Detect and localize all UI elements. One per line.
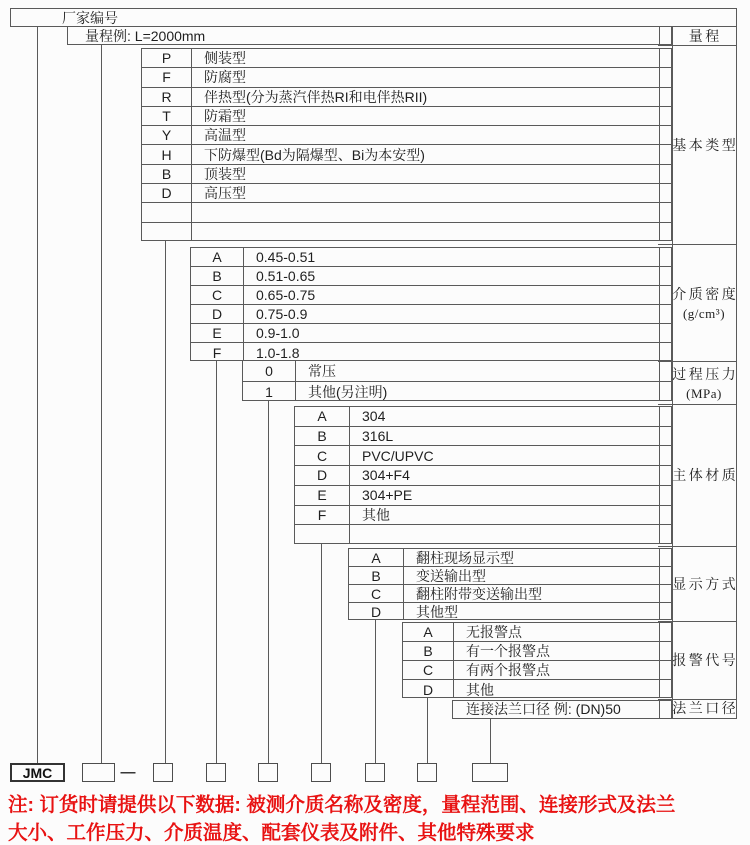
body-material-row bbox=[295, 486, 671, 506]
option-desc: 无报警点 bbox=[466, 624, 522, 640]
category-label-text: 基本类型 bbox=[672, 138, 739, 154]
option-desc: 翻柱现场显示型 bbox=[416, 549, 514, 566]
medium-density-row bbox=[191, 324, 671, 343]
option-desc: 其他型 bbox=[416, 604, 458, 620]
option-desc: 0.51-0.65 bbox=[256, 268, 316, 284]
category-label-process-pressure bbox=[672, 361, 739, 404]
option-desc: 高温型 bbox=[204, 127, 246, 144]
display-mode-row bbox=[349, 603, 671, 621]
basic-type-row bbox=[142, 88, 671, 107]
body-material-row bbox=[295, 446, 671, 466]
basic-type-row bbox=[142, 146, 671, 165]
medium-density-table bbox=[190, 247, 672, 361]
option-code: 0 bbox=[265, 362, 273, 379]
option-code: 1 bbox=[265, 383, 273, 400]
option-code: D bbox=[316, 467, 328, 484]
option-code: T bbox=[162, 108, 171, 125]
medium-density-row bbox=[191, 267, 671, 286]
option-desc: 其他 bbox=[466, 681, 494, 698]
category-unit-text: (MPa) bbox=[686, 385, 722, 401]
row-end-divider-line bbox=[659, 407, 660, 543]
option-desc: 304+F4 bbox=[362, 467, 410, 484]
flange-size-label: 连接法兰口径 例: (DN)50 bbox=[466, 701, 621, 718]
option-desc: 伴热型(分为蒸汽伴热RI和电伴热RII) bbox=[204, 88, 428, 105]
range-code-box bbox=[82, 763, 115, 782]
alarm-code-row bbox=[403, 642, 671, 661]
basic-type-row bbox=[142, 223, 671, 242]
body-material-row bbox=[295, 466, 671, 486]
manufacturer-number-row bbox=[10, 8, 737, 27]
code-divider-line bbox=[349, 407, 350, 543]
option-desc: 其他 bbox=[362, 506, 390, 523]
option-code: F bbox=[162, 69, 171, 86]
option-code bbox=[142, 203, 191, 221]
row-end-divider-line bbox=[659, 27, 660, 44]
option-code: A bbox=[317, 408, 327, 425]
display-mode-row bbox=[349, 549, 671, 567]
separator-dash: — bbox=[120, 764, 136, 781]
process-pressure-row bbox=[243, 382, 671, 403]
category-label-text: 法兰口径 bbox=[672, 702, 739, 718]
row-end-divider-line bbox=[659, 549, 660, 619]
option-code: A bbox=[371, 549, 381, 566]
basic-type-row bbox=[142, 68, 671, 87]
display-mode-connector-line bbox=[375, 620, 376, 763]
display-mode-row bbox=[349, 567, 671, 585]
option-desc: 有一个报警点 bbox=[466, 643, 550, 659]
body-material-table bbox=[294, 406, 672, 544]
option-desc: 侧装型 bbox=[204, 50, 246, 67]
option-code: E bbox=[212, 325, 222, 341]
option-desc: 有两个报警点 bbox=[466, 662, 550, 678]
option-code: B bbox=[371, 567, 381, 584]
option-code: C bbox=[316, 447, 328, 464]
category-label-medium-density bbox=[672, 244, 739, 361]
option-code: D bbox=[422, 681, 434, 698]
category-label-text: 主体材质 bbox=[672, 469, 739, 484]
option-code: D bbox=[211, 306, 223, 322]
manufacturer-connector-line bbox=[37, 27, 38, 763]
alarm-connector-line bbox=[427, 698, 428, 763]
option-code: Y bbox=[161, 127, 172, 144]
basic-type-row bbox=[142, 165, 671, 184]
order-note-line2: 大小、工作压力、介质温度、配套仪表及附件、其他特殊要求 bbox=[8, 822, 535, 844]
body-material-row bbox=[295, 525, 671, 545]
option-code: B bbox=[161, 165, 172, 182]
option-desc: 0.65-0.75 bbox=[256, 287, 316, 303]
option-code: C bbox=[370, 585, 382, 602]
display-mode-code-box bbox=[365, 763, 385, 782]
category-label-alarm-code bbox=[672, 621, 739, 699]
range-row bbox=[67, 26, 672, 45]
row-end-divider-line bbox=[659, 701, 660, 718]
category-label-body-material bbox=[672, 404, 739, 546]
display-mode-row bbox=[349, 585, 671, 603]
range-connector-line bbox=[101, 45, 102, 763]
option-desc: 常压 bbox=[308, 362, 336, 379]
option-code: D bbox=[161, 185, 172, 202]
option-desc: PVC/UPVC bbox=[362, 447, 434, 464]
option-desc: 高压型 bbox=[204, 185, 246, 202]
range-example-label: 量程例: L=2000mm bbox=[85, 27, 206, 44]
option-desc: 防霜型 bbox=[204, 108, 246, 125]
body-material-row bbox=[295, 427, 671, 447]
row-end-divider-line bbox=[659, 623, 660, 697]
basic-type-row bbox=[142, 107, 671, 126]
option-code bbox=[142, 223, 191, 242]
option-desc: 防腐型 bbox=[204, 69, 246, 86]
row-end-divider-line bbox=[659, 248, 660, 360]
alarm-code-box bbox=[417, 763, 437, 782]
option-code: H bbox=[161, 146, 172, 163]
row-end-divider-line bbox=[659, 49, 660, 240]
density-code-box bbox=[206, 763, 226, 782]
option-code: F bbox=[212, 344, 222, 361]
category-label-text: 显示方式 bbox=[672, 577, 739, 593]
pressure-code-box bbox=[258, 763, 278, 782]
row-end-divider-line bbox=[659, 361, 660, 400]
medium-density-row bbox=[191, 286, 671, 305]
category-label-range bbox=[672, 27, 736, 45]
basic-type-table bbox=[141, 48, 672, 241]
option-code: P bbox=[161, 50, 172, 67]
material-connector-line bbox=[321, 544, 322, 763]
pressure-connector-line bbox=[268, 401, 269, 763]
category-label-basic-type bbox=[672, 45, 739, 244]
category-label-text: 报警代号 bbox=[672, 654, 739, 669]
option-desc: 0.45-0.51 bbox=[256, 249, 316, 265]
process-pressure-table bbox=[242, 360, 672, 401]
order-note-line1: 注: 订货时请提供以下数据: 被测介质名称及密度，量程范围、连接形式及法兰 bbox=[8, 794, 676, 816]
code-divider-line bbox=[453, 623, 454, 697]
code-divider-line bbox=[295, 361, 296, 400]
flange-connector-line bbox=[490, 718, 491, 763]
option-desc: 316L bbox=[362, 428, 394, 445]
option-desc: 304 bbox=[362, 408, 386, 425]
model-prefix-box bbox=[10, 763, 65, 782]
alarm-code-row bbox=[403, 623, 671, 642]
option-code: C bbox=[211, 287, 223, 303]
body-material-row bbox=[295, 407, 671, 427]
medium-density-row bbox=[191, 248, 671, 267]
category-label-display-mode bbox=[672, 546, 739, 621]
basic-type-code-box bbox=[153, 763, 173, 782]
code-divider-line bbox=[191, 49, 192, 240]
option-code: B bbox=[317, 428, 327, 445]
option-code bbox=[295, 525, 349, 545]
process-pressure-row bbox=[243, 361, 671, 382]
density-connector-line bbox=[216, 361, 217, 763]
code-divider-line bbox=[243, 248, 244, 360]
option-code: D bbox=[370, 604, 382, 620]
category-label-flange-size bbox=[672, 699, 739, 718]
option-code: F bbox=[317, 506, 327, 523]
alarm-code-table bbox=[402, 622, 672, 698]
body-material-row bbox=[295, 506, 671, 526]
category-label-text: 介质密度 bbox=[672, 287, 739, 303]
alarm-code-row bbox=[403, 661, 671, 680]
option-code: B bbox=[423, 643, 433, 659]
option-desc: 1.0-1.8 bbox=[256, 344, 300, 361]
option-code: C bbox=[422, 662, 434, 678]
option-code: A bbox=[212, 249, 222, 265]
category-unit-text: (g/cm³) bbox=[682, 305, 726, 321]
basic-type-row bbox=[142, 49, 671, 68]
medium-density-row bbox=[191, 305, 671, 324]
option-desc: 0.9-1.0 bbox=[256, 325, 300, 341]
flange-code-box bbox=[472, 763, 508, 782]
option-desc: 0.75-0.9 bbox=[256, 306, 308, 322]
alarm-code-row bbox=[403, 680, 671, 699]
category-label-text: 过程压力 bbox=[672, 367, 739, 383]
option-desc: 其他(另注明) bbox=[308, 383, 388, 400]
category-label-text: 量程 bbox=[688, 30, 722, 45]
option-desc: 变送输出型 bbox=[416, 567, 486, 584]
basic-type-connector-line bbox=[165, 241, 166, 763]
manufacturer-number-label: 厂家编号 bbox=[62, 9, 118, 26]
basic-type-row bbox=[142, 184, 671, 203]
basic-type-row bbox=[142, 203, 671, 222]
code-divider-line bbox=[403, 549, 404, 619]
option-code: R bbox=[161, 88, 172, 105]
display-mode-table bbox=[348, 548, 672, 620]
flange-size-row bbox=[452, 700, 672, 719]
model-prefix-label: JMC bbox=[22, 764, 53, 781]
option-code: A bbox=[423, 624, 433, 640]
option-desc: 304+PE bbox=[362, 487, 413, 504]
basic-type-row bbox=[142, 126, 671, 145]
option-desc: 下防爆型(Bd为隔爆型、Bi为本安型) bbox=[204, 146, 425, 163]
option-code: B bbox=[212, 268, 222, 284]
option-code: E bbox=[317, 487, 327, 504]
option-desc: 顶装型 bbox=[204, 165, 246, 182]
material-code-box bbox=[311, 763, 331, 782]
option-desc: 翻柱附带变送输出型 bbox=[416, 585, 542, 602]
